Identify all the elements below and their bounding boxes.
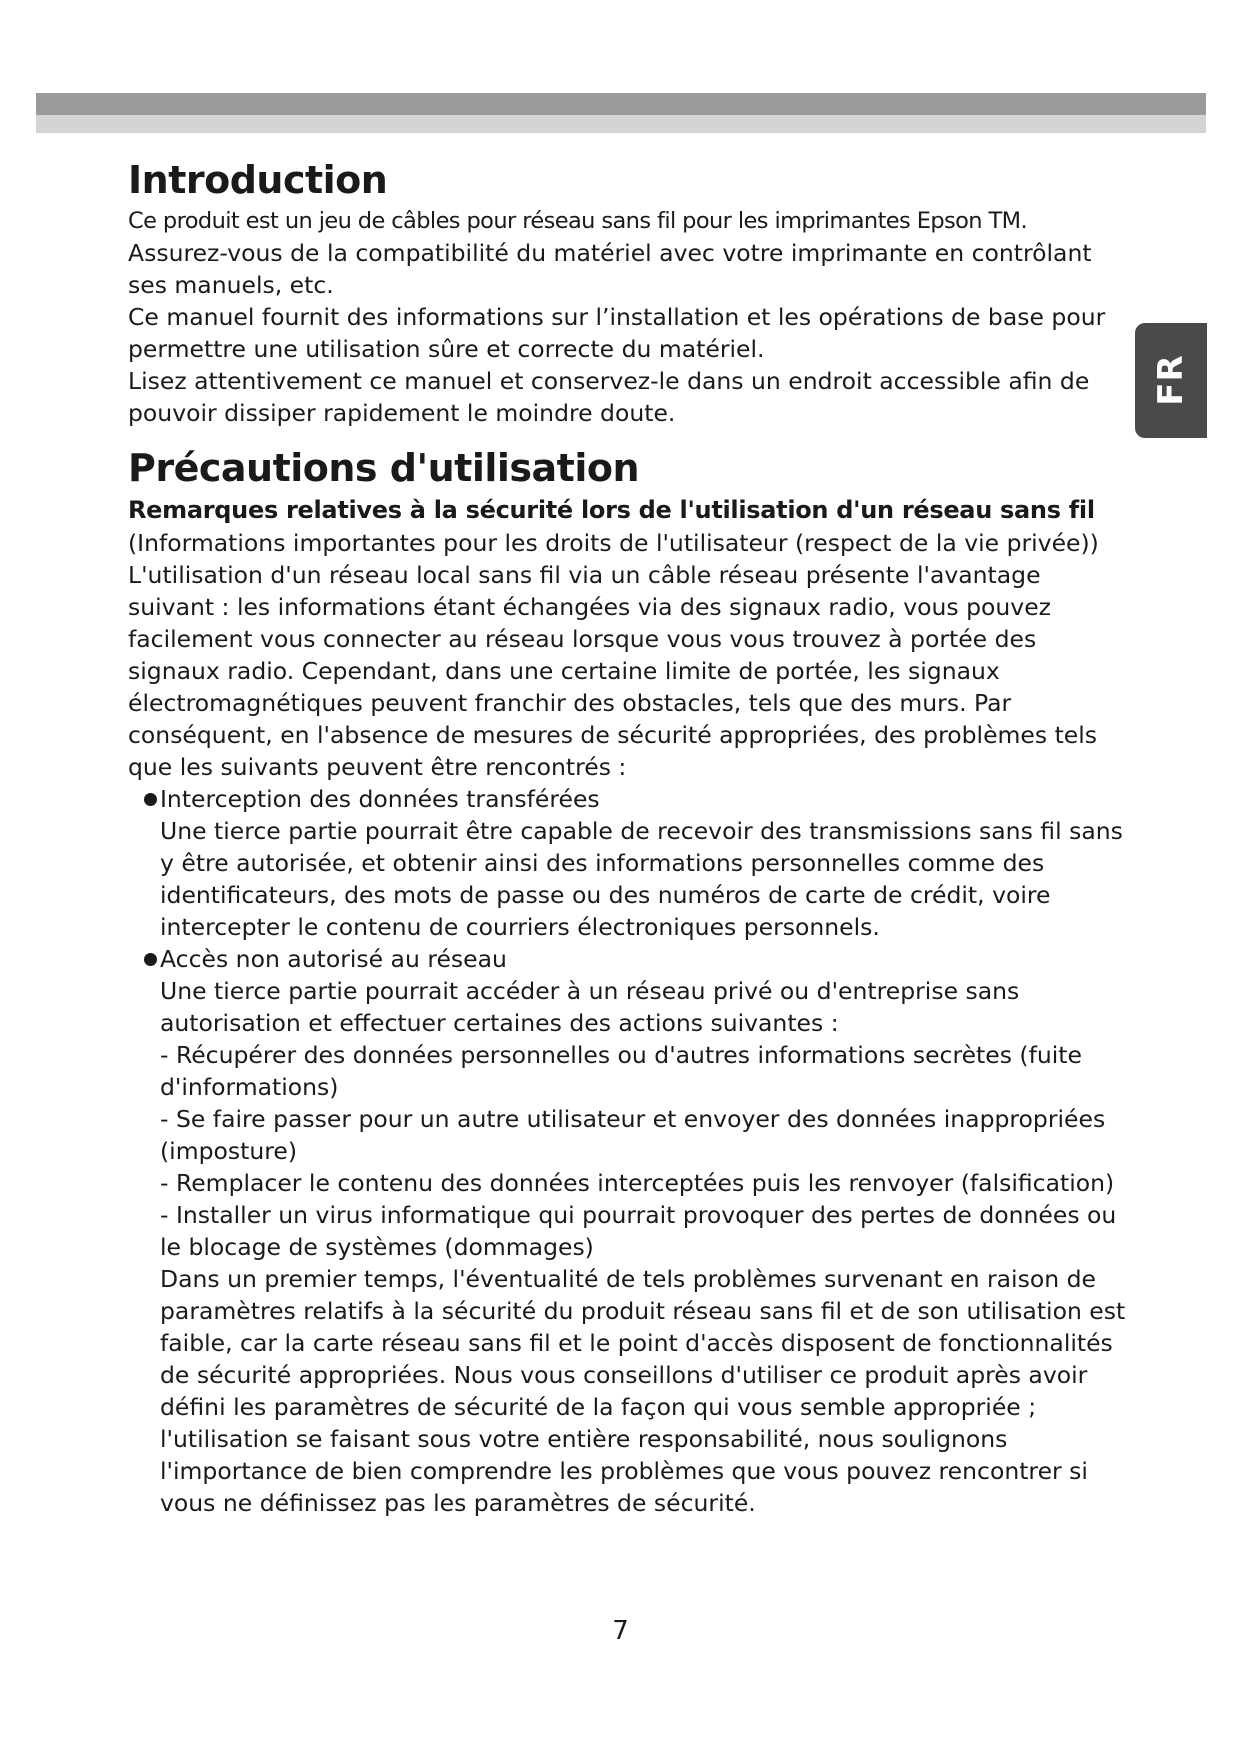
precautions-heading: Précautions d'utilisation bbox=[128, 446, 640, 490]
wireless-security-subheading: Remarques relatives à la sécurité lors de l'utilisation d'un réseau sans fil bbox=[128, 496, 1095, 524]
precautions-intro-2: L'utilisation d'un réseau local sans fil via un câble réseau présente l'avantage suivant : les informations étant échangées via des signaux radio, vous pouvez facilement vous connecter au réseau lorsque vous vous trouvez à portée des signaux radio. Cependant, dans une certaine limite de portée, les signaux électromagnétiques peuvent franchir des obstacles, tels que des murs. Par conséquent, en l'absence de mesures de sécurité appropriées, des problèmes tels que les suivants peuvent être rencontrés : bbox=[128, 561, 1098, 781]
precautions-intro-1: (Informations importantes pour les droits de l'utilisateur (respect de la vie privée)) bbox=[128, 529, 1099, 557]
list-item: - Remplacer le contenu des données interceptées puis les renvoyer (falsification) bbox=[160, 1169, 1115, 1197]
bullet-dot-icon bbox=[144, 793, 157, 806]
list-item: - Installer un virus informatique qui pourrait provoquer des pertes de données ou le blocage de systèmes (dommages) bbox=[160, 1201, 1117, 1261]
bullet-dot-icon bbox=[144, 953, 157, 966]
bullet-unauthorized-access-text: Une tierce partie pourrait accéder à un réseau privé ou d'entreprise sans autorisation et effectuer certaines des actions suivantes : bbox=[160, 977, 1020, 1037]
bullet-interception-text: Une tierce partie pourrait être capable de recevoir des transmissions sans fil sans y être autorisée, et obtenir ainsi des informations personnelles comme des identificateurs, des mots de passe ou des numéros de carte de crédit, voire intercepter le contenu de courriers électroniques personnels. bbox=[160, 817, 1123, 941]
bullet-unauthorized-access bbox=[128, 943, 1128, 975]
list-item: - Se faire passer pour un autre utilisateur et envoyer des données inappropriées (imposture) bbox=[160, 1105, 1106, 1165]
closing-paragraph: Dans un premier temps, l'éventualité de tels problèmes survenant en raison de paramètres relatifs à la sécurité du produit réseau sans fil et de son utilisation est faible, car la carte réseau sans fil et le point d'accès disposent de fonctionnalités de sécurité appropriées. Nous vous conseillons d'utiliser ce produit après avoir défini les paramètres de sécurité de la façon qui vous semble appropriée ; l'utilisation se faisant sous votre entière responsabilité, nous soulignons l'importance de bien comprendre les problèmes que vous pouvez rencontrer si vous ne définissez pas les paramètres de sécurité. bbox=[160, 1265, 1126, 1517]
bullet-interception-title: Interception des données transférées bbox=[160, 785, 600, 813]
header-bar-shadow bbox=[36, 115, 1206, 133]
intro-heading: Introduction bbox=[128, 158, 388, 202]
bullet-interception bbox=[128, 783, 1128, 815]
page-number: 7 bbox=[612, 1616, 629, 1646]
language-tab bbox=[1135, 323, 1207, 438]
intro-paragraph-2: Assurez-vous de la compatibilité du matériel avec votre imprimante en contrôlant ses manuels, etc. bbox=[128, 239, 1092, 299]
page-content bbox=[128, 155, 1128, 1519]
intro-paragraph-1: Ce produit est un jeu de câbles pour réseau sans fil pour les imprimantes Epson TM. bbox=[128, 208, 1028, 234]
list-item: - Récupérer des données personnelles ou d'autres informations secrètes (fuite d'informations) bbox=[160, 1041, 1082, 1101]
intro-paragraph-4: Lisez attentivement ce manuel et conservez-le dans un endroit accessible afin de pouvoir dissiper rapidement le moindre doute. bbox=[128, 367, 1090, 427]
language-tab-label: FR bbox=[1151, 354, 1191, 406]
intro-paragraph-3: Ce manuel fournit des informations sur l’installation et les opérations de base pour permettre une utilisation sûre et correcte du matériel. bbox=[128, 303, 1106, 363]
bullet-unauthorized-access-title: Accès non autorisé au réseau bbox=[160, 945, 507, 973]
header-bar bbox=[36, 93, 1206, 115]
